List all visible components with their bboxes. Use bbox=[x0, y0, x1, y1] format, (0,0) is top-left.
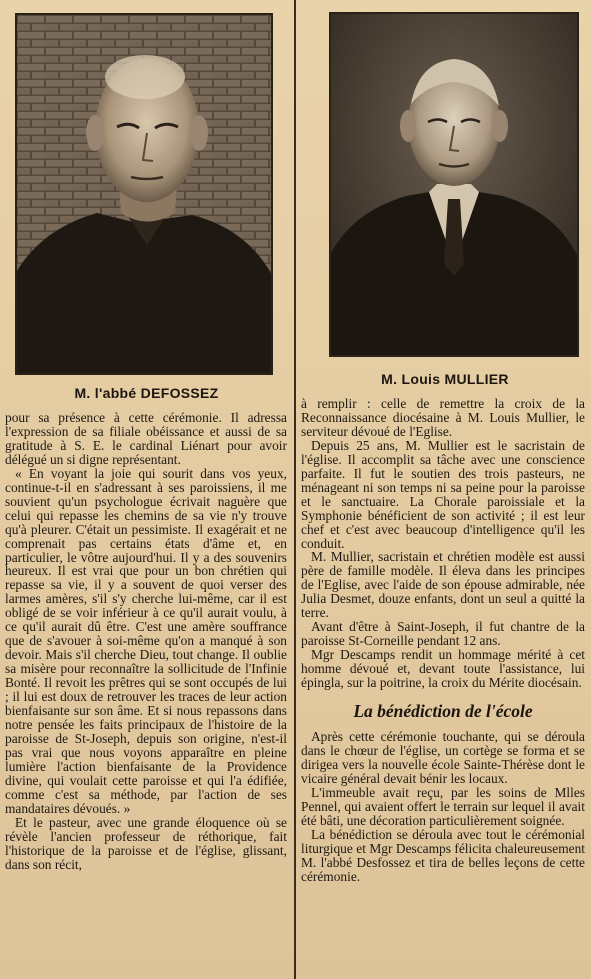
right-article-text bbox=[301, 397, 585, 884]
right-paragraph-4: Avant d'être à Saint-Joseph, il fut chantre de la paroisse St-Corneille pendant 12 ans. bbox=[301, 619, 585, 649]
portrait-photo-defossez bbox=[15, 13, 273, 375]
left-paragraph-3: Et le pasteur, avec une grande éloquence où se révèle l'ancien professeur de réthorique, fait l'historique de la paroisse et de l'église, glissant, dans son récit, bbox=[5, 814, 287, 872]
photo-caption-mullier: M. Louis MULLIER bbox=[381, 371, 509, 387]
right-paragraph-5: Mgr Descamps rendit un hommage mérité à cet homme dévoué et, devant toute l'assistance, lui épingla, sur la poitrine, la croix du Mérite diocésain. bbox=[301, 647, 585, 691]
right-paragraph-1: à remplir : celle de remettre la croix de la Reconnaissance diocésaine à M. Louis Mullier, le serviteur dévoué de l'Eglise. bbox=[301, 396, 585, 439]
portrait-photo-mullier bbox=[329, 12, 579, 357]
photo-caption-defossez: M. l'abbé DEFOSSEZ bbox=[74, 385, 219, 401]
section-subheading: La bénédiction de l'école bbox=[353, 701, 533, 722]
left-paragraph-2: « En voyant la joie qui sourit dans vos yeux, continue-t-il en s'adressant à ses paroissiens, il me souvient qu'un psychologue écrivait naguère que celui qui repasse les chemins de sa vie n'y trouve qu'à pleurer. C'était un pessimiste. Il exagérait et ne comprenait pas certains états d'âme et, en particulier, le vôtre aujourd'hui. Il y a des souvenirs heureux. Il est vrai que pour un bon chrétien qui repasse sa vie, il y a souvent de quoi verser des larmes amères, s'il s'y cherche lui-même, car il est obligé de se voir inférieur à ce qu'il aurait voulu, à ce qu'il aurait dû être. C'est une amère souffrance que de s'avouer à soi-même qu'on a manqué à son devoir. Mais s'il cherche Dieu, tout change. Il oublie sa misère pour reconnaître la sollicitude de l'Infinie Bonté. Il revoit les prêtres qui se sont occupés de lui ; il lui est doux de retrouver les traces de leur action bienfaisante sur son âme. Et si nous repassons dans notre pensée les faits principaux de l'histoire de la paroisse de St-Joseph, depuis son origine, n'est-il pas vrai que nous voyons apparaître en pleine lumière l'action bienfaisante de la Providence divine, qui voulait cette paroisse et qui l'a édifiée, comme c'est sa méthode, par l'action de ses mandataires dévoués. » bbox=[5, 465, 287, 816]
left-paragraph-1: pour sa présence à cette cérémonie. Il adressa l'expression de sa filiale obéissance et aussi de sa gratitude à S. E. le cardinal Liénart pour avoir délégué un si digne représentant. bbox=[5, 410, 287, 467]
right-paragraph-2: Depuis 25 ans, M. Mullier est le sacristain de l'église. Il accomplit sa tâche avec une conscience parfaite. Il fut le soutien des trois pasteurs, ne ménageant ni son temps ni sa peine pour la paroisse et le sanctuaire. La Chorale paroissiale et la Symphonie bénéficient de son activité ; il est leur chef et c'est avec beaucoup d'intelligence qu'il les conduit. bbox=[301, 437, 585, 551]
right-paragraph-8: La bénédiction se déroula avec tout le cérémonial liturgique et Mgr Descamps félicita chaleureusement M. l'abbé Desfossez et tira de belles leçons de cette cérémonie. bbox=[301, 826, 585, 884]
right-column bbox=[299, 0, 591, 979]
right-paragraph-7: L'immeuble avait reçu, par les soins de Mlles Pennel, qui avaient offert le terrain sur lequel il avait été bâti, une décoration particulièrement soignée. bbox=[301, 784, 585, 828]
right-paragraph-6: Après cette cérémonie touchante, qui se déroula dans le chœur de l'église, un cortège se forma et se dirigea vers la nouvelle école Sainte-Thérèse dont le vicaire général devait bénir les locaux. bbox=[301, 729, 585, 786]
left-article-text bbox=[5, 411, 287, 871]
left-column bbox=[0, 0, 293, 979]
column-divider bbox=[294, 0, 296, 979]
right-paragraph-3: M. Mullier, sacristain et chrétien modèle est aussi père de famille modèle. Il éleva dans les principes de l'Eglise, avec l'aide de son épouse admirable, née Julia Desmet, douze enfants, dont un seul a quitté la terre. bbox=[301, 549, 585, 621]
